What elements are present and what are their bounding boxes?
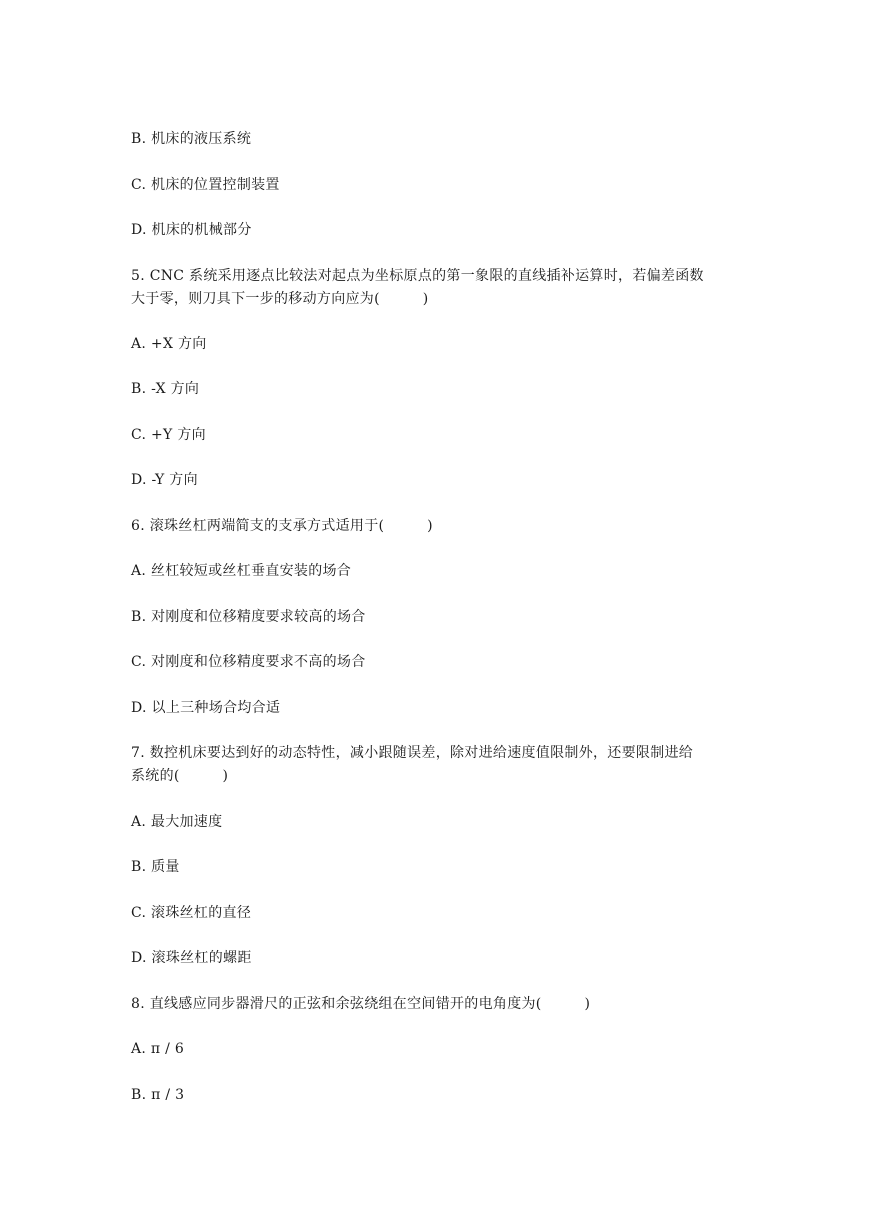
option-6b: B. 对刚度和位移精度要求较高的场合 bbox=[131, 609, 366, 625]
option-7a: A. 最大加速度 bbox=[131, 814, 223, 830]
option-4b: B. 机床的液压系统 bbox=[131, 131, 252, 147]
option-8b: B. π / 3 bbox=[131, 1087, 185, 1103]
option-4c: C. 机床的位置控制装置 bbox=[131, 177, 280, 193]
question-5-line-1: 5. CNC 系统采用逐点比较法对起点为坐标原点的第一象限的直线插补运算时，若偏差函数 bbox=[131, 268, 704, 284]
option-7c: C. 滚珠丝杠的直径 bbox=[131, 905, 252, 921]
option-6d: D. 以上三种场合均合适 bbox=[131, 700, 281, 716]
option-6a: A. 丝杠较短或丝杠垂直安装的场合 bbox=[131, 563, 352, 579]
question-7-line-2: 系统的( ) bbox=[131, 768, 229, 784]
option-4d: D. 机床的机械部分 bbox=[131, 222, 252, 238]
option-5a: A. +X 方向 bbox=[131, 336, 207, 352]
option-8a: A. π / 6 bbox=[131, 1041, 185, 1057]
question-5-line-2: 大于零，则刀具下一步的移动方向应为( ) bbox=[131, 291, 429, 307]
option-5c: C. +Y 方向 bbox=[131, 427, 206, 443]
option-7d: D. 滚珠丝杠的螺距 bbox=[131, 950, 252, 966]
option-7b: B. 质量 bbox=[131, 859, 180, 875]
option-6c: C. 对刚度和位移精度要求不高的场合 bbox=[131, 654, 366, 670]
option-5d: D. -Y 方向 bbox=[131, 472, 198, 488]
question-7-line-1: 7. 数控机床要达到好的动态特性，减小跟随误差，除对进给速度值限制外，还要限制进给 bbox=[131, 745, 694, 761]
question-6: 6. 滚珠丝杠两端简支的支承方式适用于( ) bbox=[131, 518, 433, 534]
question-8: 8. 直线感应同步器滑尺的正弦和余弦绕组在空间错开的电角度为( ) bbox=[131, 996, 591, 1012]
option-5b: B. -X 方向 bbox=[131, 381, 200, 397]
